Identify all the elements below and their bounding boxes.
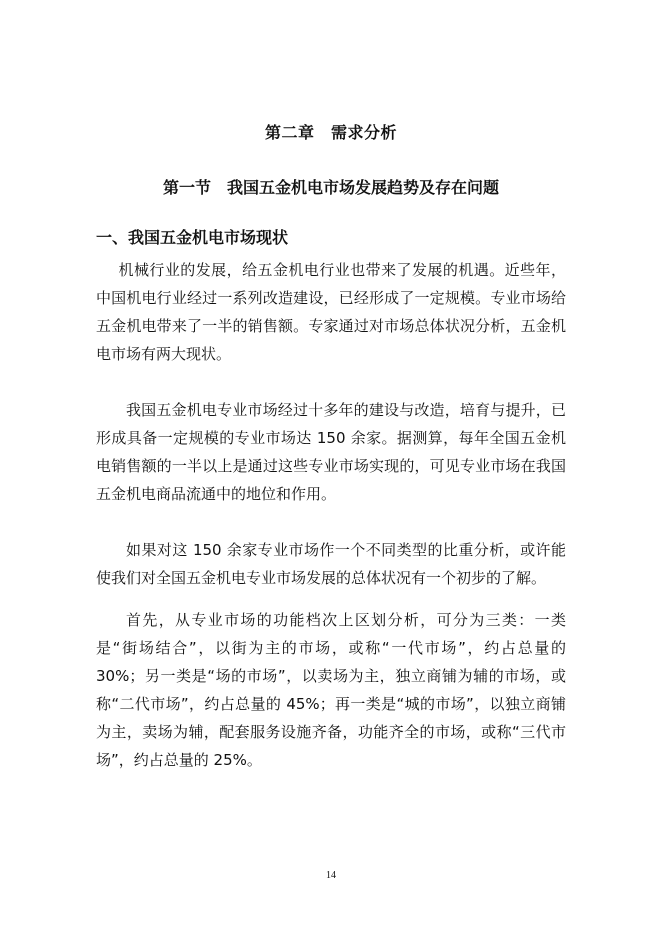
paragraph-2: 我国五金机电专业市场经过十多年的建设与改造，培育与提升，已形成具备一定规模的专业市场达 150 余家。据测算，每年全国五金机电销售额的一半以上是通过这些专业市场实现的，可见专业市场在我国五金机电商品流通中的地位和作用。	[96, 401, 566, 503]
chapter-title: 第二章 需求分析	[264, 123, 397, 142]
paragraph-3: 如果对这 150 余家专业市场作一个不同类型的比重分析，或许能使我们对全国五金机电专业市场发展的总体状况有一个初步的了解。	[96, 541, 566, 587]
paragraph-4: 首先，从专业市场的功能档次上区划分析，可分为三类：一类是“街场结合”，以街为主的市场，或称“一代市场”，约占总量的 30%；另一类是“场的市场”，以卖场为主，独立商铺为辅的市场，或称“二代市场”，约占总量的 45%；再一类是“城的市场”，以独立商铺为主，卖场为辅，配套服务设施齐备，功能齐全的市场，或称“三代市场”，约占总量的 25%。	[96, 611, 566, 769]
paragraph-1: 机械行业的发展，给五金机电行业也带来了发展的机遇。近些年，中国机电行业经过一系列改造建设，已经形成了一定规模。专业市场给五金机电带来了一半的销售额。专家通过对市场总体状况分析，五金机电市场有两大现状。	[96, 261, 566, 363]
subsection-heading: 一、我国五金机电市场现状	[96, 228, 289, 247]
section-title: 第一节 我国五金机电市场发展趋势及存在问题	[162, 178, 499, 197]
page-number: 14	[326, 870, 336, 881]
